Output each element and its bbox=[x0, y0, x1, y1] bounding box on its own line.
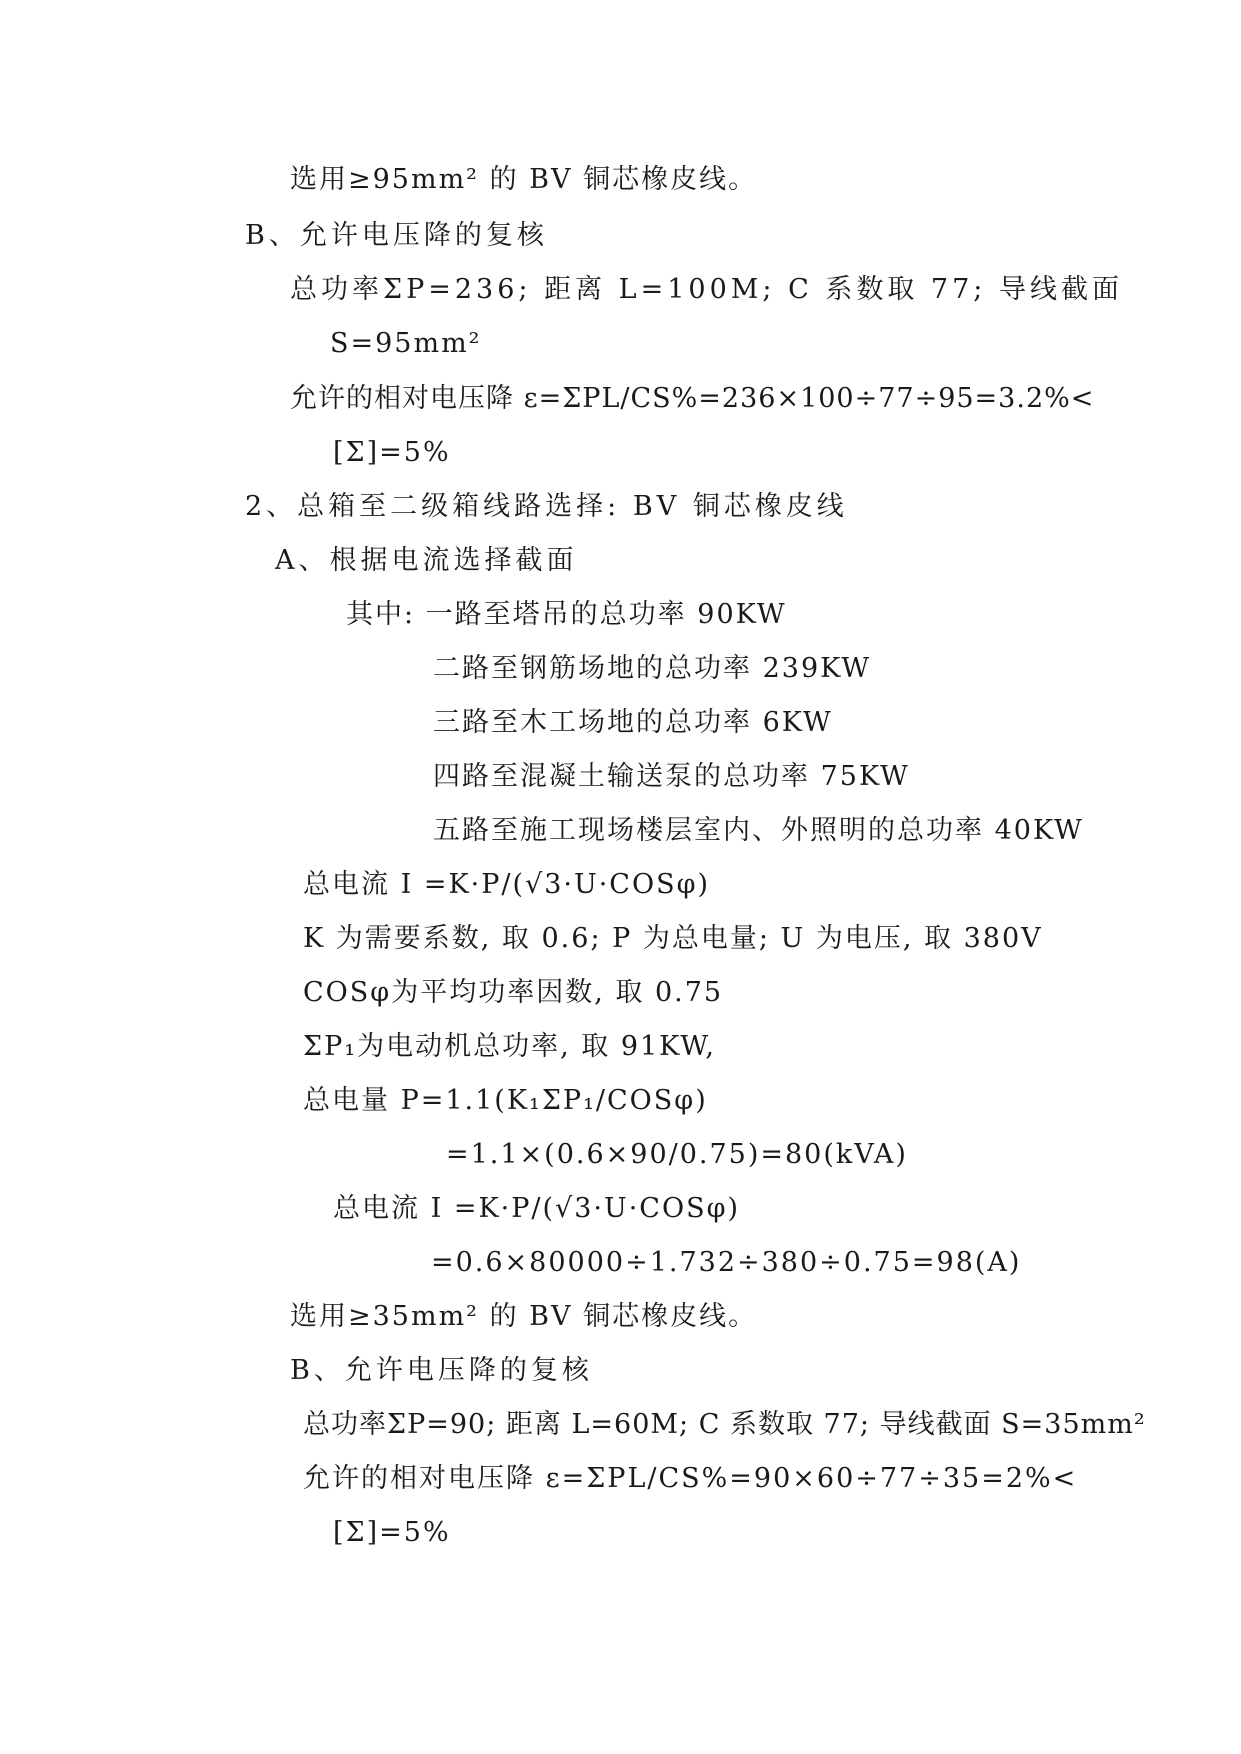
text-line: 允许的相对电压降 ε=ΣPL/CS%=90×60÷77÷35=2%< bbox=[303, 1463, 1078, 1494]
text-line: ΣP₁为电动机总功率, 取 91KW, bbox=[303, 1031, 717, 1062]
list-item: 其中: 一路至塔吊的总功率 90KW bbox=[346, 599, 787, 630]
list-item: 三路至木工场地的总功率 6KW bbox=[433, 707, 833, 738]
text-line: [Σ]=5% bbox=[333, 1517, 451, 1548]
subsection-heading: A、根据电流选择截面 bbox=[275, 545, 578, 576]
text-line: 总功率ΣP=236; 距离 L=100M; C 系数取 77; 导线截面 bbox=[290, 274, 1123, 305]
subsection-heading: B、允许电压降的复核 bbox=[290, 1355, 593, 1386]
formula-line: =1.1×(0.6×90/0.75)=80(kVA) bbox=[446, 1139, 908, 1170]
formula-line: =0.6×80000÷1.732÷380÷0.75=98(A) bbox=[431, 1247, 1022, 1278]
text-line: 允许的相对电压降 ε=ΣPL/CS%=236×100÷77÷95=3.2%< bbox=[290, 383, 1095, 414]
text-line: 选用≥35mm² 的 BV 铜芯橡皮线。 bbox=[290, 1301, 758, 1332]
formula-line: 总电量 P=1.1(K₁ΣP₁/COSφ) bbox=[303, 1085, 708, 1116]
text-line: 总功率ΣP=90; 距离 L=60M; C 系数取 77; 导线截面 S=35mm² bbox=[303, 1409, 1146, 1440]
text-line: K 为需要系数, 取 0.6; P 为总电量; U 为电压, 取 380V bbox=[303, 923, 1043, 954]
list-item: 四路至混凝土输送泵的总功率 75KW bbox=[433, 761, 910, 792]
section-heading: 2、总箱至二级箱线路选择: BV 铜芯橡皮线 bbox=[245, 491, 848, 522]
text-line: 选用≥95mm² 的 BV 铜芯橡皮线。 bbox=[290, 164, 758, 195]
list-item: 二路至钢筋场地的总功率 239KW bbox=[433, 653, 872, 684]
text-line: [Σ]=5% bbox=[333, 437, 451, 468]
formula-line: 总电流 I =K·P/(√3·U·COSφ) bbox=[333, 1193, 741, 1224]
list-item: 五路至施工现场楼层室内、外照明的总功率 40KW bbox=[433, 815, 1084, 846]
section-heading: B、允许电压降的复核 bbox=[245, 220, 548, 251]
formula-line: 总电流 I =K·P/(√3·U·COSφ) bbox=[303, 869, 711, 900]
text-line: COSφ为平均功率因数, 取 0.75 bbox=[303, 977, 724, 1008]
text-line: S=95mm² bbox=[330, 328, 482, 359]
